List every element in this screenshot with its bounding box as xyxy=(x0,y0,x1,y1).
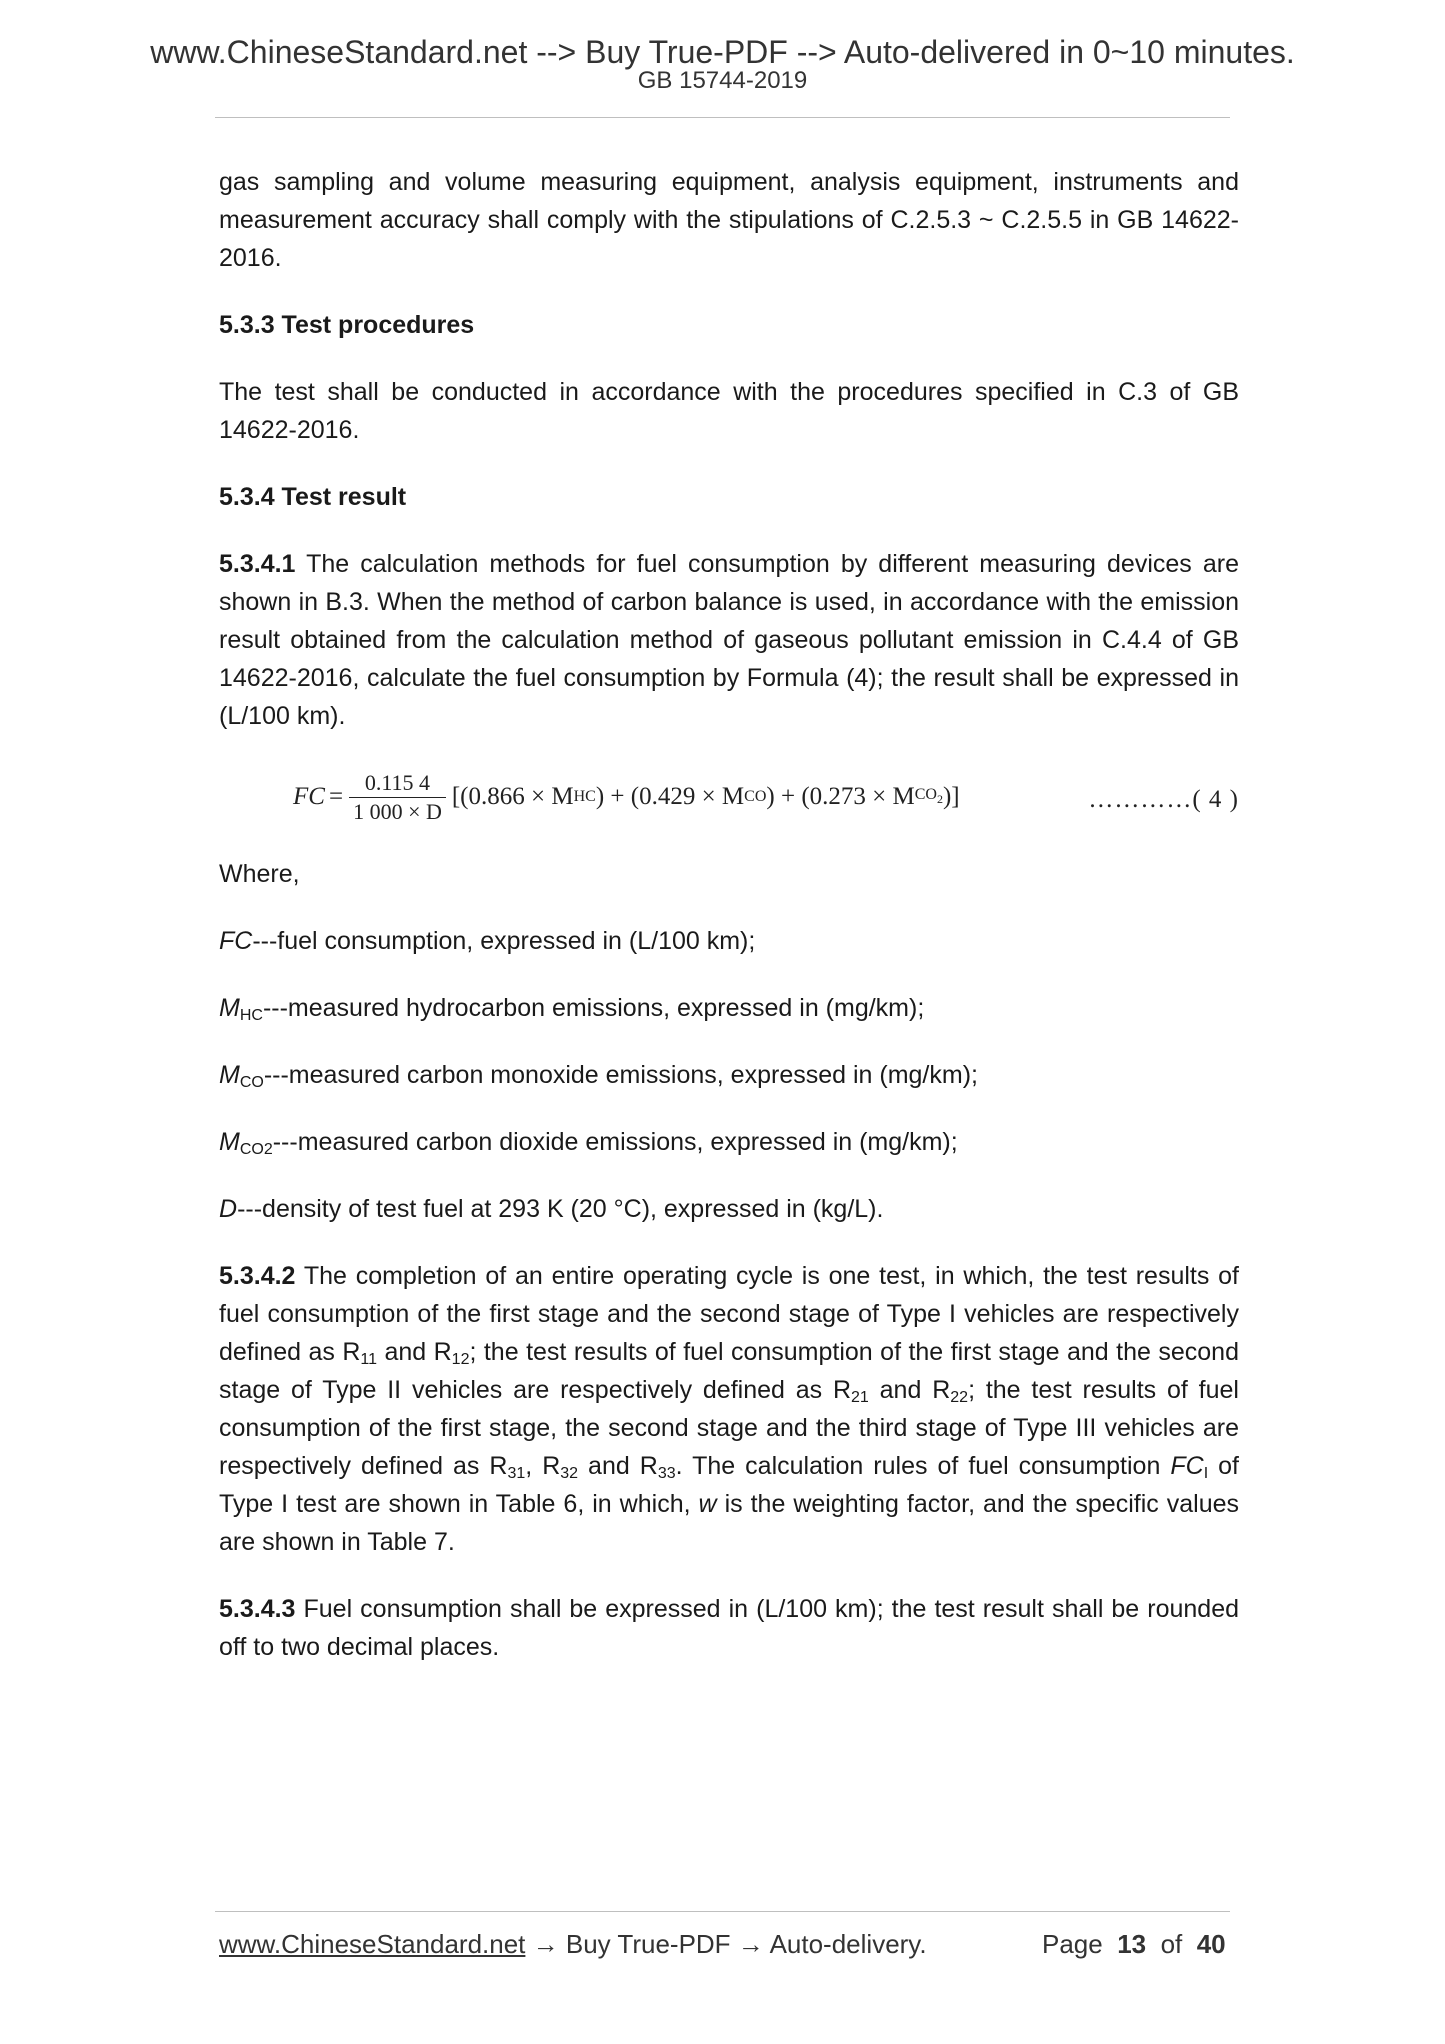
page-indicator: Page 13 of 40 xyxy=(1042,1929,1226,1959)
def-fc: FC---fuel consumption, expressed in (L/100 km); xyxy=(219,927,756,955)
section-5-3-3-text: The test shall be conducted in accordance with the procedures specified in C.3 of GB 14622-2016. xyxy=(219,378,1239,444)
document-id: GB 15744-2019 xyxy=(637,67,808,94)
formula-sub-co2: $CO_2$ xyxy=(914,786,943,806)
formula-lhs: FC xyxy=(293,783,325,810)
header-divider xyxy=(215,117,1230,118)
footer-divider xyxy=(215,1911,1230,1912)
page-content xyxy=(219,163,1239,1666)
formula-number: …………( 4 ) xyxy=(1088,786,1239,813)
formula-equals: = xyxy=(328,783,344,810)
header-banner: www.ChineseStandard.net --> Buy True-PDF --> Auto-delivered in 0~10 minutes. xyxy=(150,34,1295,70)
current-page: 13 xyxy=(1117,1929,1147,1959)
formula-term-close: )] xyxy=(942,783,960,810)
footer-tagline: → Buy True-PDF → Auto-delivery. xyxy=(525,1929,927,1959)
clause-number: 5.3.4.1 xyxy=(219,550,296,578)
where-label: Where, xyxy=(219,860,300,888)
total-pages: 40 xyxy=(1196,1929,1226,1959)
section-5-3-4-heading: 5.3.4 Test result xyxy=(219,483,407,511)
def-d: D---density of test fuel at 293 K (20 °C), expressed in (kg/L). xyxy=(219,1195,884,1223)
formula-denominator: 1 000 × D xyxy=(349,797,446,826)
formula-numerator: 0.115 4 xyxy=(364,769,431,795)
section-5-3-4-1-paragraph xyxy=(219,545,1239,735)
formula-fraction xyxy=(349,769,446,826)
intro-paragraph: gas sampling and volume measuring equipment, analysis equipment, instruments and measurement accuracy shall comply with the stipulations of C.2.5.3 ~ C.2.5.5 in GB 14622-2016. xyxy=(219,168,1239,272)
clause-text: The calculation methods for fuel consumption by different measuring devices are shown in B.3. When the method of carbon balance is used, in accordance with the emission result obtained from the calculation method of gaseous pollutant emission in C.4.4 of GB 14622-2016, calculate the fuel consumption by Formula (4); the result shall be expressed in (L/100 km). xyxy=(219,550,1240,730)
footer-left xyxy=(219,1927,927,1961)
section-5-3-3-heading: 5.3.3 Test procedures xyxy=(219,311,475,339)
footer-site-link[interactable]: www.ChineseStandard.net xyxy=(219,1929,526,1959)
def-mhc: $M_{HC}--$-measured hydrocarbon emissions, expressed in (mg/km); xyxy=(219,994,925,1024)
def-mco: $M_{CO}--$-measured carbon monoxide emissions, expressed in (mg/km); xyxy=(219,1061,978,1091)
formula-4: FC = $\frac{0.115 4}{1 000 \times D}$ [(0.866 × M HC ) + (0.429 × M CO ) + (0.273 × M $CO_2$ )] …………( 4 ) xyxy=(293,769,1239,824)
section-5-3-4-3-paragraph: 5.3.4.3 Fuel consumption shall be expressed in (L/100 km); the test result shall be rounded off to two decimal places. xyxy=(219,1595,1239,1661)
section-5-3-4-2-paragraph: 5.3.4.2 The completion of an entire operating cycle is one test, in which, the test results of fuel consumption of the first stage and the second stage of Type I vehicles are respectively defined as $R_{11}$ and $R_{12}$; the test results of fuel consumption of the first stage and the second stage of Type II vehicles are respectively defined as $R_{21}$ and $R_{22}$; the test results of fuel consumption of the first stage, the second stage and the third stage of Type III vehicles are respectively defined as $R_{31}$, $R_{32}$ and $R_{33}$. The calculation rules of fuel consumption $FC_I$ of Type I test are shown in Table 6, in which, w is the weighting factor, and the specific values are shown in Table 7. xyxy=(219,1262,1240,1556)
formula-term-open: [(0.866 × M xyxy=(451,783,574,810)
def-mco2: $M_{CO2}--$-measured carbon dioxide emissions, expressed in (mg/km); xyxy=(219,1128,958,1158)
formula-term-mid2: ) + (0.273 × M xyxy=(766,783,915,810)
formula-term-mid1: ) + (0.429 × M xyxy=(595,783,745,810)
